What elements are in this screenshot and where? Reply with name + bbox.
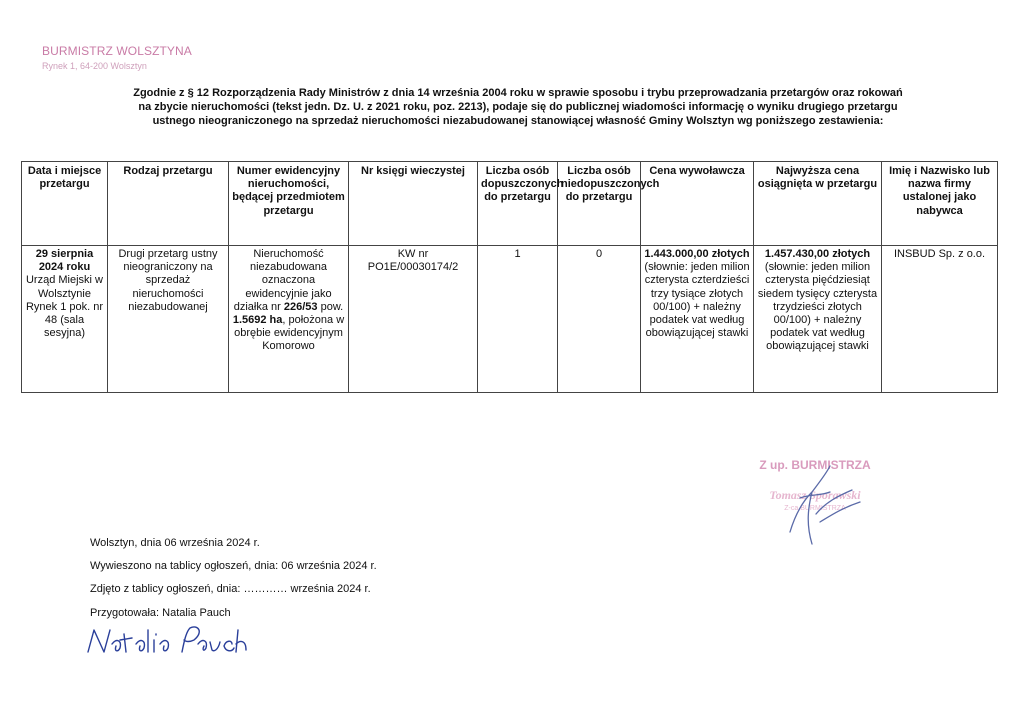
plot-area: 1.5692 ha (232, 314, 283, 327)
office-stamp-address: Rynek 1, 64-200 Wolsztyn (42, 61, 147, 71)
office-stamp-title: BURMISTRZ WOLSZTYNA (42, 44, 192, 58)
prepared-by: Przygotowała: Natalia Pauch (90, 607, 231, 619)
cell-land-register: KW nr PO1E/00030174/2 (349, 246, 478, 393)
property-desc-start: Nieruchomość niezabudowana oznaczona ewidencyjnie jako działka nr (233, 248, 332, 313)
property-desc-end: , położona w obrębie ewidencyjnym Komorowo (234, 314, 345, 353)
col-header-admitted: Liczba osób dopuszczonych do przetargu (478, 162, 558, 246)
property-desc-mid: pow. (317, 300, 344, 313)
starting-price-words: (słownie: jeden milion czterysta czterdzieści trzy tysiące złotych 00/100) + należny podatek vat według obowiązującej stawki (644, 261, 750, 340)
col-header-highest-price: Najwyższa cena osiągnięta w przetargu (754, 162, 882, 246)
auction-place: Urząd Miejski w Wolsztynie Rynek 1 pok. nr 48 (sala sesyjna) (25, 274, 104, 340)
highest-price-words: (słownie: jeden milion czterysta pięćdziesiąt siedem tysięcy czterysta trzydzieści złotych 00/100) + należny podatek vat według obowiązującej stawki (757, 261, 878, 353)
official-signature-scribble (760, 462, 870, 552)
table-row (22, 246, 998, 393)
col-header-land-register: Nr księgi wieczystej (349, 162, 478, 246)
starting-price-amount: 1.443.000,00 złotych (644, 248, 750, 260)
office-stamp (42, 44, 192, 71)
approval-name: Tomasz Sporawski (769, 488, 861, 502)
removed-date: Zdjęto z tablicy ogłoszeń, dnia: ………… września 2024 r. (90, 583, 371, 595)
plot-number: 226/53 (283, 300, 318, 313)
table-header-row (22, 162, 998, 246)
handwritten-signature (86, 622, 256, 662)
col-header-buyer: Imię i Nazwisko lub nazwa firmy ustalonej jako nabywca (882, 162, 998, 246)
intro-paragraph (78, 86, 958, 128)
cell-buyer: INSBUD Sp. z o.o. (882, 246, 998, 393)
cell-not-admitted: 0 (558, 246, 641, 393)
document-date: Wolsztyn, dnia 06 września 2024 r. (90, 537, 260, 549)
cell-starting-price (641, 246, 754, 393)
approval-title: Z up. BURMISTRZA (759, 458, 871, 472)
intro-line-3: ustnego nieograniczonego na sprzedaż nieruchomości niezabudowanej stanowiącej własność Gminy Wolsztyn wg poniższego zestawienia: (152, 115, 884, 127)
approval-role: Z-ca BURMISTRZA (784, 505, 846, 512)
col-header-date-place: Data i miejsce przetargu (22, 162, 108, 246)
col-header-property-number: Numer ewidencyjny nieruchomości, będącej przedmiotem przetargu (229, 162, 349, 246)
auction-results-table (21, 161, 998, 393)
col-header-starting-price: Cena wywoławcza (641, 162, 754, 246)
cell-property (229, 246, 349, 393)
col-header-not-admitted: Liczba osób niedopuszczonych do przetargu (558, 162, 641, 246)
posted-date: Wywieszono na tablicy ogłoszeń, dnia: 06 września 2024 r. (90, 560, 377, 572)
intro-line-2: na zbycie nieruchomości (tekst jedn. Dz. U. z 2021 roku, poz. 2213), podaje się do publicznej wiadomości informację o wyniku drugiego przetargu (138, 101, 898, 113)
auction-date: 29 sierpnia 2024 roku (35, 248, 94, 274)
highest-price-amount: 1.457.430,00 złotych (764, 248, 871, 260)
intro-line-1: Zgodnie z § 12 Rozporządzenia Rady Ministrów z dnia 14 września 2004 roku w sprawie sposobu i trybu przeprowadzania przetargów oraz rokowań (133, 87, 903, 99)
cell-highest-price (754, 246, 882, 393)
col-header-auction-type: Rodzaj przetargu (108, 162, 229, 246)
cell-date-place (22, 246, 108, 393)
cell-auction-type: Drugi przetarg ustny nieograniczony na sprzedaż nieruchomości niezabudowanej (108, 246, 229, 393)
cell-admitted: 1 (478, 246, 558, 393)
